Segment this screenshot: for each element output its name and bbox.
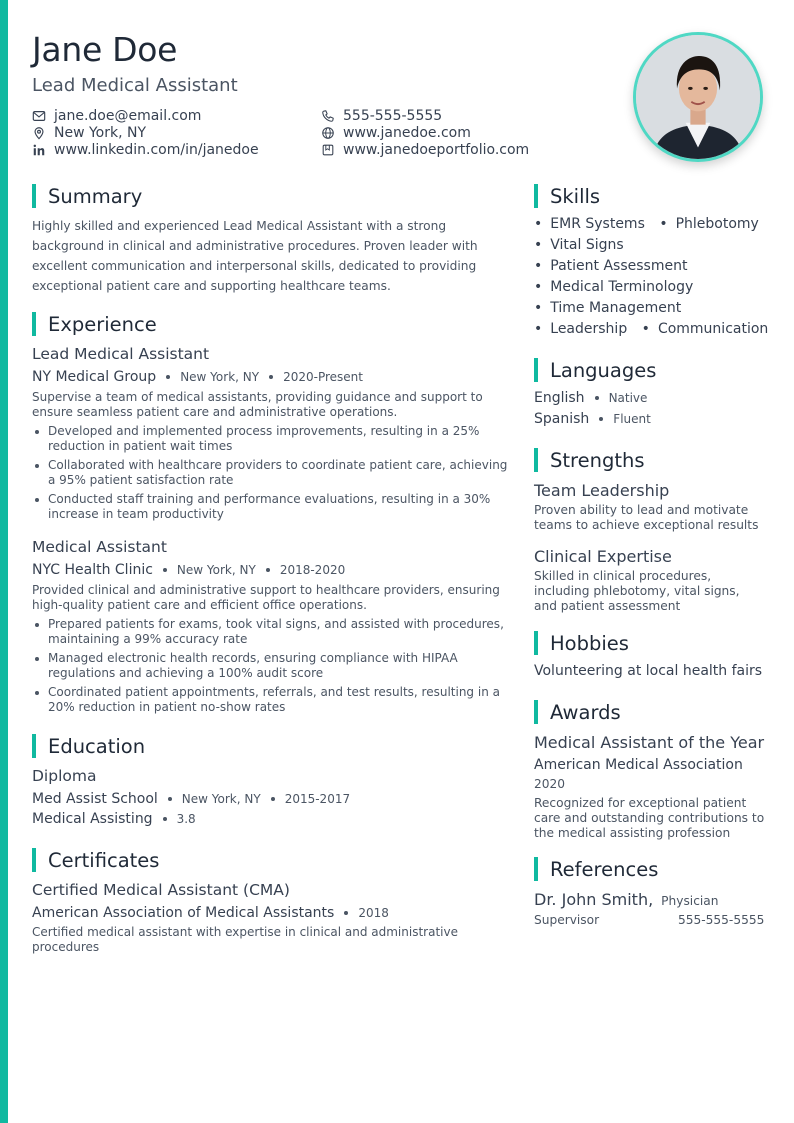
strength-text: Proven ability to lead and motivate teams to achieve exceptional results xyxy=(534,503,759,532)
separator-dot xyxy=(163,568,167,572)
job-role: Lead Medical Assistant xyxy=(32,345,210,363)
award-text: Recognized for exceptional patient care and outstanding contributions to the medical assisting profession xyxy=(534,796,765,840)
section-awards-heading xyxy=(534,700,621,724)
separator-dot xyxy=(595,396,599,400)
certificate-year: 2018 xyxy=(358,906,389,920)
skill-item: Time Management xyxy=(550,300,682,316)
section-accent-tick xyxy=(534,857,538,881)
globe-icon xyxy=(321,126,335,140)
contact-location xyxy=(32,125,146,141)
skill-bullet: • xyxy=(534,237,543,253)
section-title: Awards xyxy=(550,700,621,724)
skill-bullet: • xyxy=(534,216,543,232)
language-row xyxy=(534,411,651,427)
section-accent-tick xyxy=(534,631,538,655)
language-name: Spanish xyxy=(534,411,590,427)
reference-role: Supervisor xyxy=(534,913,600,927)
contact-website[interactable] xyxy=(321,125,471,141)
language-row xyxy=(534,390,647,406)
section-accent-tick xyxy=(534,700,538,724)
job-bullet: Collaborated with healthcare providers to coordinate patient care, achieving a 95% patient satisfaction rate xyxy=(32,458,512,488)
section-title: Experience xyxy=(48,312,157,336)
certificate-name: Certified Medical Assistant (CMA) xyxy=(32,881,290,899)
section-education-heading xyxy=(32,734,145,758)
section-title: Strengths xyxy=(550,448,645,472)
section-experience-heading xyxy=(32,312,157,336)
strength-text: Skilled in clinical procedures, including phlebotomy, vital signs, and patient assessment xyxy=(534,569,740,613)
job-role: Medical Assistant xyxy=(32,538,167,556)
education-gpa: 3.8 xyxy=(176,812,196,826)
skill-item: Patient Assessment xyxy=(550,258,688,274)
skill-item: Phlebotomy xyxy=(675,216,759,232)
section-accent-tick xyxy=(32,312,36,336)
phone-icon xyxy=(321,109,335,123)
section-references-heading xyxy=(534,857,658,881)
job-bullet: Developed and implemented process improvements, resulting in a 25% reduction in patient wait times xyxy=(32,424,512,454)
job-bullet: Conducted staff training and performance evaluations, resulting in a 30% increase in team productivity xyxy=(32,492,512,522)
summary-text: Highly skilled and experienced Lead Medical Assistant with a strong background in clinical and administrative procedures. Proven leader with excellent communication and interpersonal skills, dedicated to providing exceptional patient care and supporting healthcare teams. xyxy=(32,219,478,293)
reference-phone: 555-555-5555 xyxy=(678,913,765,927)
section-hobbies-heading xyxy=(534,631,629,655)
award-title: Medical Assistant of the Year xyxy=(534,733,765,752)
job-bullet: Coordinated patient appointments, referrals, and test results, resulting in a 20% reduction in patient no-show rates xyxy=(32,685,512,715)
section-accent-tick xyxy=(534,448,538,472)
contact-location-text: New York, NY xyxy=(54,125,147,141)
strength-title: Clinical Expertise xyxy=(534,547,672,566)
section-title: Languages xyxy=(550,358,657,382)
education-dates: 2015-2017 xyxy=(284,792,351,806)
section-accent-tick xyxy=(534,184,538,208)
mail-icon xyxy=(32,109,46,123)
contact-phone-text: 555-555-5555 xyxy=(343,108,443,124)
education-location: New York, NY xyxy=(181,792,261,806)
skill-bullet: • xyxy=(659,216,668,232)
contact-portfolio-text: www.janedoeportfolio.com xyxy=(343,142,530,158)
skill-item: Medical Terminology xyxy=(550,279,694,295)
skill-bullet: • xyxy=(534,258,543,274)
reference-name: Dr. John Smith, xyxy=(534,890,654,909)
skills-row xyxy=(534,216,767,232)
job-description: Supervise a team of medical assistants, providing guidance and support to ensure seamless patient care and administrative operations. xyxy=(32,390,483,419)
separator-dot xyxy=(168,797,172,801)
job-bullets xyxy=(32,424,512,522)
strength-entry xyxy=(534,547,766,614)
section-accent-tick xyxy=(32,734,36,758)
skills-row xyxy=(534,258,695,274)
section-strengths-heading xyxy=(534,448,645,472)
job-org-line xyxy=(32,562,512,578)
contact-phone[interactable] xyxy=(321,108,442,124)
section-title: Education xyxy=(48,734,146,758)
section-summary-heading xyxy=(32,184,142,208)
section-accent-tick xyxy=(32,184,36,208)
section-languages-heading xyxy=(534,358,656,382)
education-degree: Diploma xyxy=(32,767,97,785)
section-title: Skills xyxy=(550,184,601,208)
section-skills-heading xyxy=(534,184,600,208)
award-entry xyxy=(534,733,766,841)
job-dates: 2020-Present xyxy=(283,370,363,384)
job-bullet: Managed electronic health records, ensuring compliance with HIPAA regulations and achieving a 100% audit score xyxy=(32,651,512,681)
separator-dot xyxy=(166,375,170,379)
education-entry xyxy=(32,767,512,827)
job-company: NY Medical Group xyxy=(32,369,157,385)
separator-dot xyxy=(344,911,348,915)
separator-dot xyxy=(269,375,273,379)
job-bullets xyxy=(32,617,512,715)
reference-position: Physician xyxy=(661,894,719,908)
skills-row xyxy=(534,321,776,337)
language-level: Fluent xyxy=(613,412,651,426)
profile-photo-illustration xyxy=(636,35,760,159)
separator-dot xyxy=(271,797,275,801)
reference-name-line xyxy=(534,890,718,909)
skill-item: Leadership xyxy=(550,321,628,337)
accent-bar xyxy=(0,0,8,1123)
contact-linkedin[interactable] xyxy=(32,142,259,158)
separator-dot xyxy=(599,417,603,421)
language-level: Native xyxy=(608,391,648,405)
skills-row xyxy=(534,237,632,253)
certificate-entry xyxy=(32,881,512,955)
job-location: New York, NY xyxy=(180,370,260,384)
section-title: Hobbies xyxy=(550,631,629,655)
education-field: Medical Assisting xyxy=(32,811,153,827)
job-entry xyxy=(32,538,512,715)
contact-email-text: jane.doe@email.com xyxy=(54,108,202,124)
hobbies-text: Volunteering at local health fairs xyxy=(534,663,763,679)
certificate-issuer: American Association of Medical Assistants xyxy=(32,905,335,921)
skill-bullet: • xyxy=(534,321,543,337)
job-location: New York, NY xyxy=(176,563,256,577)
language-name: English xyxy=(534,390,585,406)
education-field-line xyxy=(32,811,512,827)
skills-row xyxy=(534,300,689,316)
contact-linkedin-text: www.linkedin.com/in/janedoe xyxy=(54,142,259,158)
contact-email[interactable] xyxy=(32,108,201,124)
education-school: Med Assist School xyxy=(32,791,158,807)
skill-item: Communication xyxy=(657,321,769,337)
section-title: Certificates xyxy=(48,848,160,872)
skill-item: Vital Signs xyxy=(550,237,624,253)
job-description: Provided clinical and administrative support to healthcare providers, ensuring high-quality patient care and efficient office operations. xyxy=(32,583,500,612)
contact-portfolio[interactable] xyxy=(321,142,529,158)
job-entry xyxy=(32,345,512,522)
award-year: 2020 xyxy=(534,777,566,791)
certificate-issuer-line xyxy=(32,905,512,921)
award-org: American Medical Association xyxy=(534,757,743,773)
strength-entry xyxy=(534,481,766,533)
skill-bullet: • xyxy=(534,300,543,316)
job-company: NYC Health Clinic xyxy=(32,562,153,578)
section-accent-tick xyxy=(32,848,36,872)
job-dates: 2018-2020 xyxy=(279,563,346,577)
portfolio-icon xyxy=(321,143,335,157)
skill-item: EMR Systems xyxy=(550,216,645,232)
job-bullet: Prepared patients for exams, took vital signs, and assisted with procedures, maintaining a 99% accuracy rate xyxy=(32,617,512,647)
strength-title: Team Leadership xyxy=(534,481,670,500)
skills-row xyxy=(534,279,701,295)
contact-website-text: www.janedoe.com xyxy=(343,125,471,141)
skill-bullet: • xyxy=(641,321,650,337)
profile-photo xyxy=(633,32,763,162)
location-pin-icon xyxy=(32,126,46,140)
section-accent-tick xyxy=(534,358,538,382)
education-school-line xyxy=(32,791,512,807)
certificate-description: Certified medical assistant with expertise in clinical and administrative procedures xyxy=(32,925,458,954)
candidate-title: Lead Medical Assistant xyxy=(32,75,238,96)
separator-dot xyxy=(266,568,270,572)
linkedin-icon xyxy=(32,143,46,157)
section-title: References xyxy=(550,857,659,881)
separator-dot xyxy=(163,817,167,821)
candidate-name: Jane Doe xyxy=(32,30,178,69)
section-certificates-heading xyxy=(32,848,159,872)
skill-bullet: • xyxy=(534,279,543,295)
section-title: Summary xyxy=(48,184,143,208)
job-org-line xyxy=(32,369,512,385)
